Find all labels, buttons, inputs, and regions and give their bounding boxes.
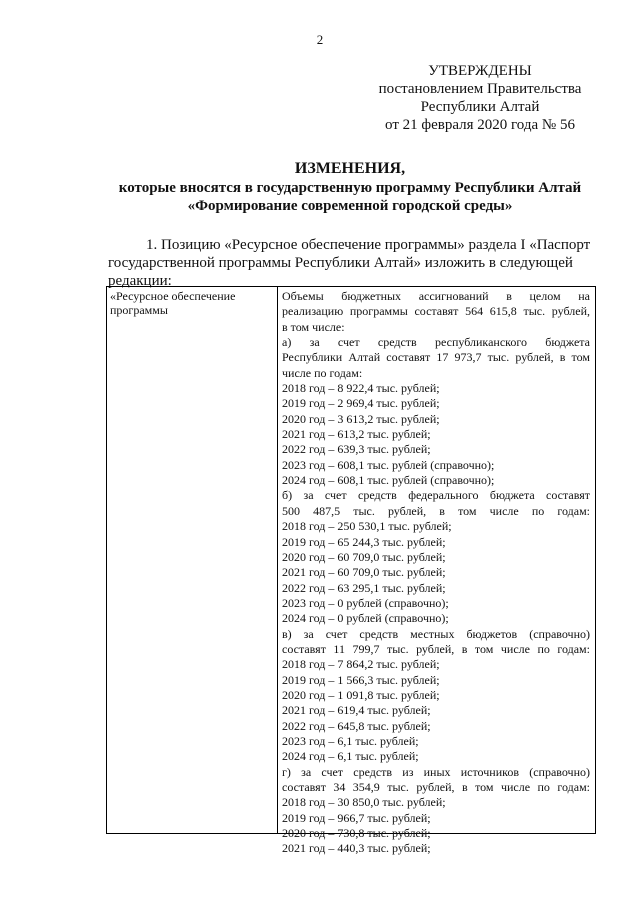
table-text-line: 2019 год – 65 244,3 тыс. рублей; (282, 534, 446, 549)
table-text-line: 2024 год – 608,1 тыс. рублей (справочно); (282, 473, 495, 488)
approval-title: УТВЕРЖДЕНЫ (428, 63, 532, 79)
table-text-line: 2020 год – 60 709,0 тыс. рублей; (282, 549, 446, 564)
approval-line: Республики Алтай (420, 99, 540, 115)
left-cell-line: программы (110, 303, 168, 317)
table-text-line: составят 34 354,9 тыс. рублей, в том числе по годам: (282, 780, 590, 794)
heading-line: «Формирование современной городской среды» (187, 198, 513, 214)
table-text-line: 2023 год – 608,1 тыс. рублей (справочно); (282, 457, 495, 472)
heading-title: ИЗМЕНЕНИЯ, (294, 160, 406, 177)
approval-block (360, 62, 600, 134)
table-text-line: 500 487,5 тыс. рублей, в том числе по годам: (282, 503, 590, 518)
table-text-line: 2019 год – 2 969,4 тыс. рублей; (282, 396, 440, 411)
table-text-line: реализацию программы составят 564 615,8 тыс. рублей, (282, 304, 590, 319)
table-text-line: 2024 год – 0 рублей (справочно); (282, 611, 449, 626)
document-heading (100, 160, 600, 215)
table-text-line: 2020 год – 1 091,8 тыс. рублей; (282, 687, 440, 702)
intro-paragraph (108, 236, 598, 290)
table-text-line: 2018 год – 30 850,0 тыс. рублей; (282, 795, 446, 810)
table-text-line: числе по годам: (282, 365, 363, 380)
table-text-line: 2022 год – 639,3 тыс. рублей; (282, 442, 431, 457)
table-text-line: 2021 год – 440,3 тыс. рублей; (282, 841, 431, 856)
intro-line: 1. Позицию «Ресурсное обеспечение программы» раздела I «Паспорт (146, 237, 591, 253)
table-text-line: 2021 год – 60 709,0 тыс. рублей; (282, 565, 446, 580)
resource-table (106, 286, 596, 856)
table-text-line: 2018 год – 250 530,1 тыс. рублей; (282, 519, 452, 534)
intro-line: редакции: (108, 273, 172, 289)
table-text-line: 2024 год – 6,1 тыс. рублей; (282, 749, 419, 764)
page-number: 2 (316, 32, 324, 47)
table-text-line: 2020 год – 3 613,2 тыс. рублей; (282, 411, 440, 426)
table-text-line: 2021 год – 619,4 тыс. рублей; (282, 703, 431, 718)
table-left-cell (110, 289, 270, 317)
table-text-line: 2022 год – 645,8 тыс. рублей; (282, 718, 431, 733)
intro-line: государственной программы Республики Алтай» изложить в следующей (108, 255, 573, 271)
table-text-line: в том числе: (282, 319, 345, 334)
table-text-line: б) за счет средств федерального бюджета составят (282, 488, 590, 503)
left-cell-line: «Ресурсное обеспечение (110, 289, 236, 303)
table-text-line: г) за счет средств из иных источников (справочно) (282, 764, 590, 779)
table-text-line: 2018 год – 7 864,2 тыс. рублей; (282, 657, 440, 672)
heading-line: которые вносятся в государственную программу Республики Алтай (118, 180, 582, 196)
table-text-line: а) за счет средств республиканского бюджета (282, 335, 590, 350)
table-divider (277, 287, 278, 833)
table-text-line: 2022 год – 63 295,1 тыс. рублей; (282, 580, 446, 595)
table-text-line: 2023 год – 0 рублей (справочно); (282, 595, 449, 610)
table-text-line: 2019 год – 1 566,3 тыс. рублей; (282, 672, 440, 687)
approval-line: от 21 февраля 2020 года № 56 (385, 117, 575, 133)
table-text-line: 2021 год – 613,2 тыс. рублей; (282, 427, 431, 442)
table-text-line: Объемы бюджетных ассигнований в целом на (282, 289, 590, 303)
table-text-line: Республики Алтай составят 17 973,7 тыс. рублей, в том (282, 350, 590, 365)
table-text-line: 2018 год – 8 922,4 тыс. рублей; (282, 381, 440, 396)
table-text-line: 2019 год – 966,7 тыс. рублей; (282, 810, 431, 825)
table-text-line: составят 11 799,7 тыс. рублей, в том числе по годам: (282, 641, 590, 656)
table-text-line: 2020 год – 730,8 тыс. рублей; (282, 826, 431, 841)
table-text-line: в) за счет средств местных бюджетов (справочно) (282, 626, 590, 641)
table-text-line: 2023 год – 6,1 тыс. рублей; (282, 733, 419, 748)
table-right-cell (282, 289, 590, 857)
approval-line: постановлением Правительства (378, 81, 582, 97)
